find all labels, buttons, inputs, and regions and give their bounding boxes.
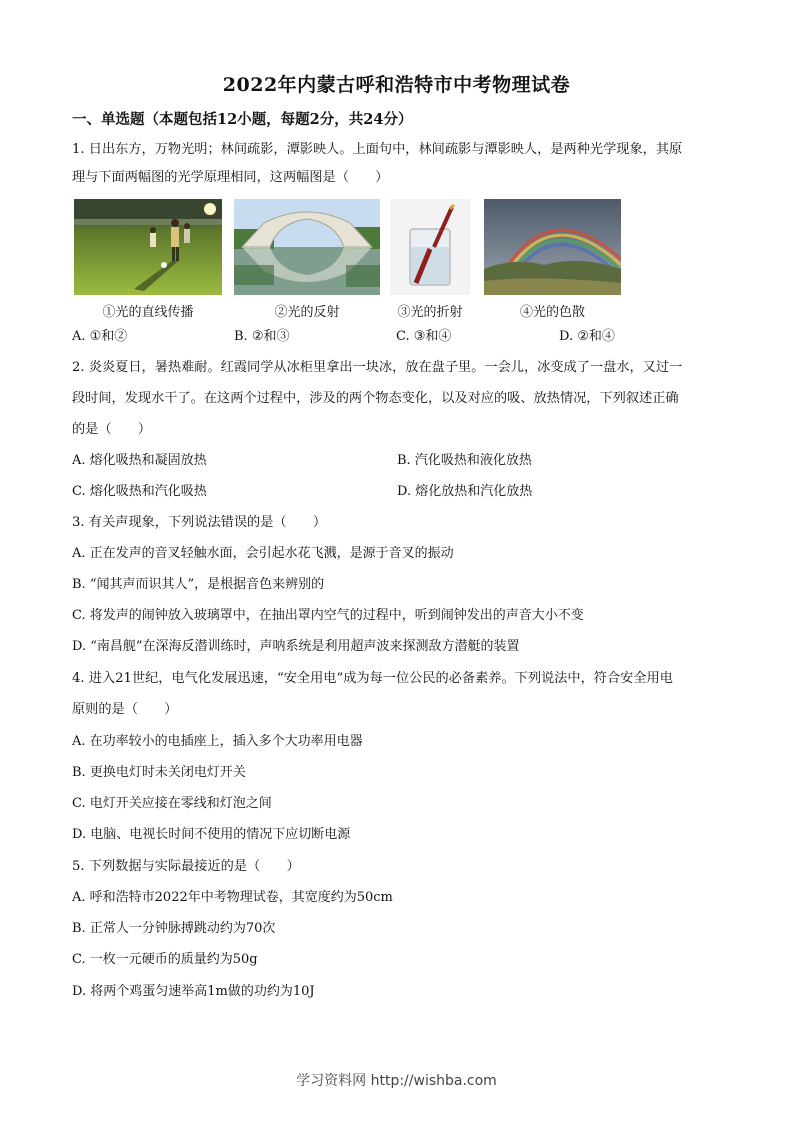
q4-option-a: A. 在功率较小的电插座上，插入多个大功率用电器	[72, 734, 363, 749]
caption-reflection: ②光的反射	[274, 305, 340, 320]
q2-stem-line-1: 2. 炎炎夏日，暑热难耐。红霞同学从冰柜里拿出一块冰，放在盘子里。一会儿，冰变成了一盘水，又过一	[72, 360, 683, 375]
q2-option-b: B. 汽化吸热和液化放热	[397, 453, 532, 468]
exam-title: 2022年内蒙古呼和浩特市中考物理试卷	[222, 74, 571, 96]
q2-stem-line-3: 的是（ ）	[72, 422, 152, 437]
q1-stem-line-1: 1. 日出东方，万物光明；林间疏影，潭影映人。上面句中，林间疏影与潭影映人，是两种光学现象，其原	[72, 142, 683, 157]
q3-option-d: D. “南昌舰”在深海反潜训练时，声呐系统是利用超声波来探测敌方潜艇的装置	[72, 639, 520, 654]
q1-option-c: C. ③和④	[396, 329, 452, 344]
q4-stem-line-2: 原则的是（ ）	[72, 702, 178, 717]
section-heading: 一、单选题（本题包括12小题，每题2分，共24分）	[72, 111, 413, 128]
q2-option-c: C. 熔化吸热和汽化吸热	[72, 484, 207, 499]
q5-option-b: B. 正常人一分钟脉搏跳动约为70次	[72, 921, 276, 936]
q2-stem-line-2: 段时间，发现水干了。在这两个过程中，涉及的两个物态变化，以及对应的吸、放热情况，下列叙述正确	[72, 391, 679, 406]
arch-bridge-reflection-photo	[234, 199, 380, 295]
q1-option-b: B. ②和③	[234, 329, 290, 344]
q3-stem: 3. 有关声现象，下列说法错误的是（ ）	[72, 515, 327, 530]
q5-stem: 5. 下列数据与实际最接近的是（ ）	[72, 859, 300, 874]
q1-option-a: A. ①和②	[72, 329, 128, 344]
rainbow-photo	[484, 199, 621, 295]
q4-option-c: C. 电灯开关应接在零线和灯泡之间	[72, 796, 272, 811]
shadow-field-photo	[74, 199, 222, 295]
q2-option-d: D. 熔化放热和汽化放热	[397, 484, 533, 499]
q3-option-b: B. “闻其声而识其人”，是根据音色来辨别的	[72, 577, 325, 592]
q4-option-d: D. 电脑、电视长时间不使用的情况下应切断电源	[72, 827, 351, 842]
q4-stem-line-1: 4. 进入21世纪，电气化发展迅速，“安全用电”成为每一位公民的必备素养。下列说法中，符合安全用电	[72, 671, 673, 686]
caption-rectilinear-propagation: ①光的直线传播	[102, 305, 194, 320]
q5-option-c: C. 一枚一元硬币的质量约为50g	[72, 952, 258, 967]
q5-option-d: D. 将两个鸡蛋匀速举高1m做的功约为10J	[72, 984, 315, 999]
caption-refraction: ③光的折射	[397, 305, 463, 320]
pencil-in-water-photo	[390, 199, 470, 295]
q1-stem-line-2: 理与下面两幅图的光学原理相同，这两幅图是（ ）	[72, 170, 389, 185]
q5-option-a: A. 呼和浩特市2022年中考物理试卷，其宽度约为50cm	[72, 890, 393, 905]
caption-dispersion: ④光的色散	[519, 305, 585, 320]
q3-option-a: A. 正在发声的音叉轻触水面，会引起水花飞溅，是源于音叉的振动	[72, 546, 454, 561]
footer-watermark[interactable]: 学习资料网 http://wishba.com	[296, 1073, 497, 1089]
q3-option-c: C. 将发声的闹钟放入玻璃罩中，在抽出罩内空气的过程中，听到闹钟发出的声音大小不变	[72, 608, 584, 623]
q4-option-b: B. 更换电灯时未关闭电灯开关	[72, 765, 246, 780]
q2-option-a: A. 熔化吸热和凝固放热	[72, 453, 207, 468]
q1-option-d: D. ②和④	[559, 329, 615, 344]
